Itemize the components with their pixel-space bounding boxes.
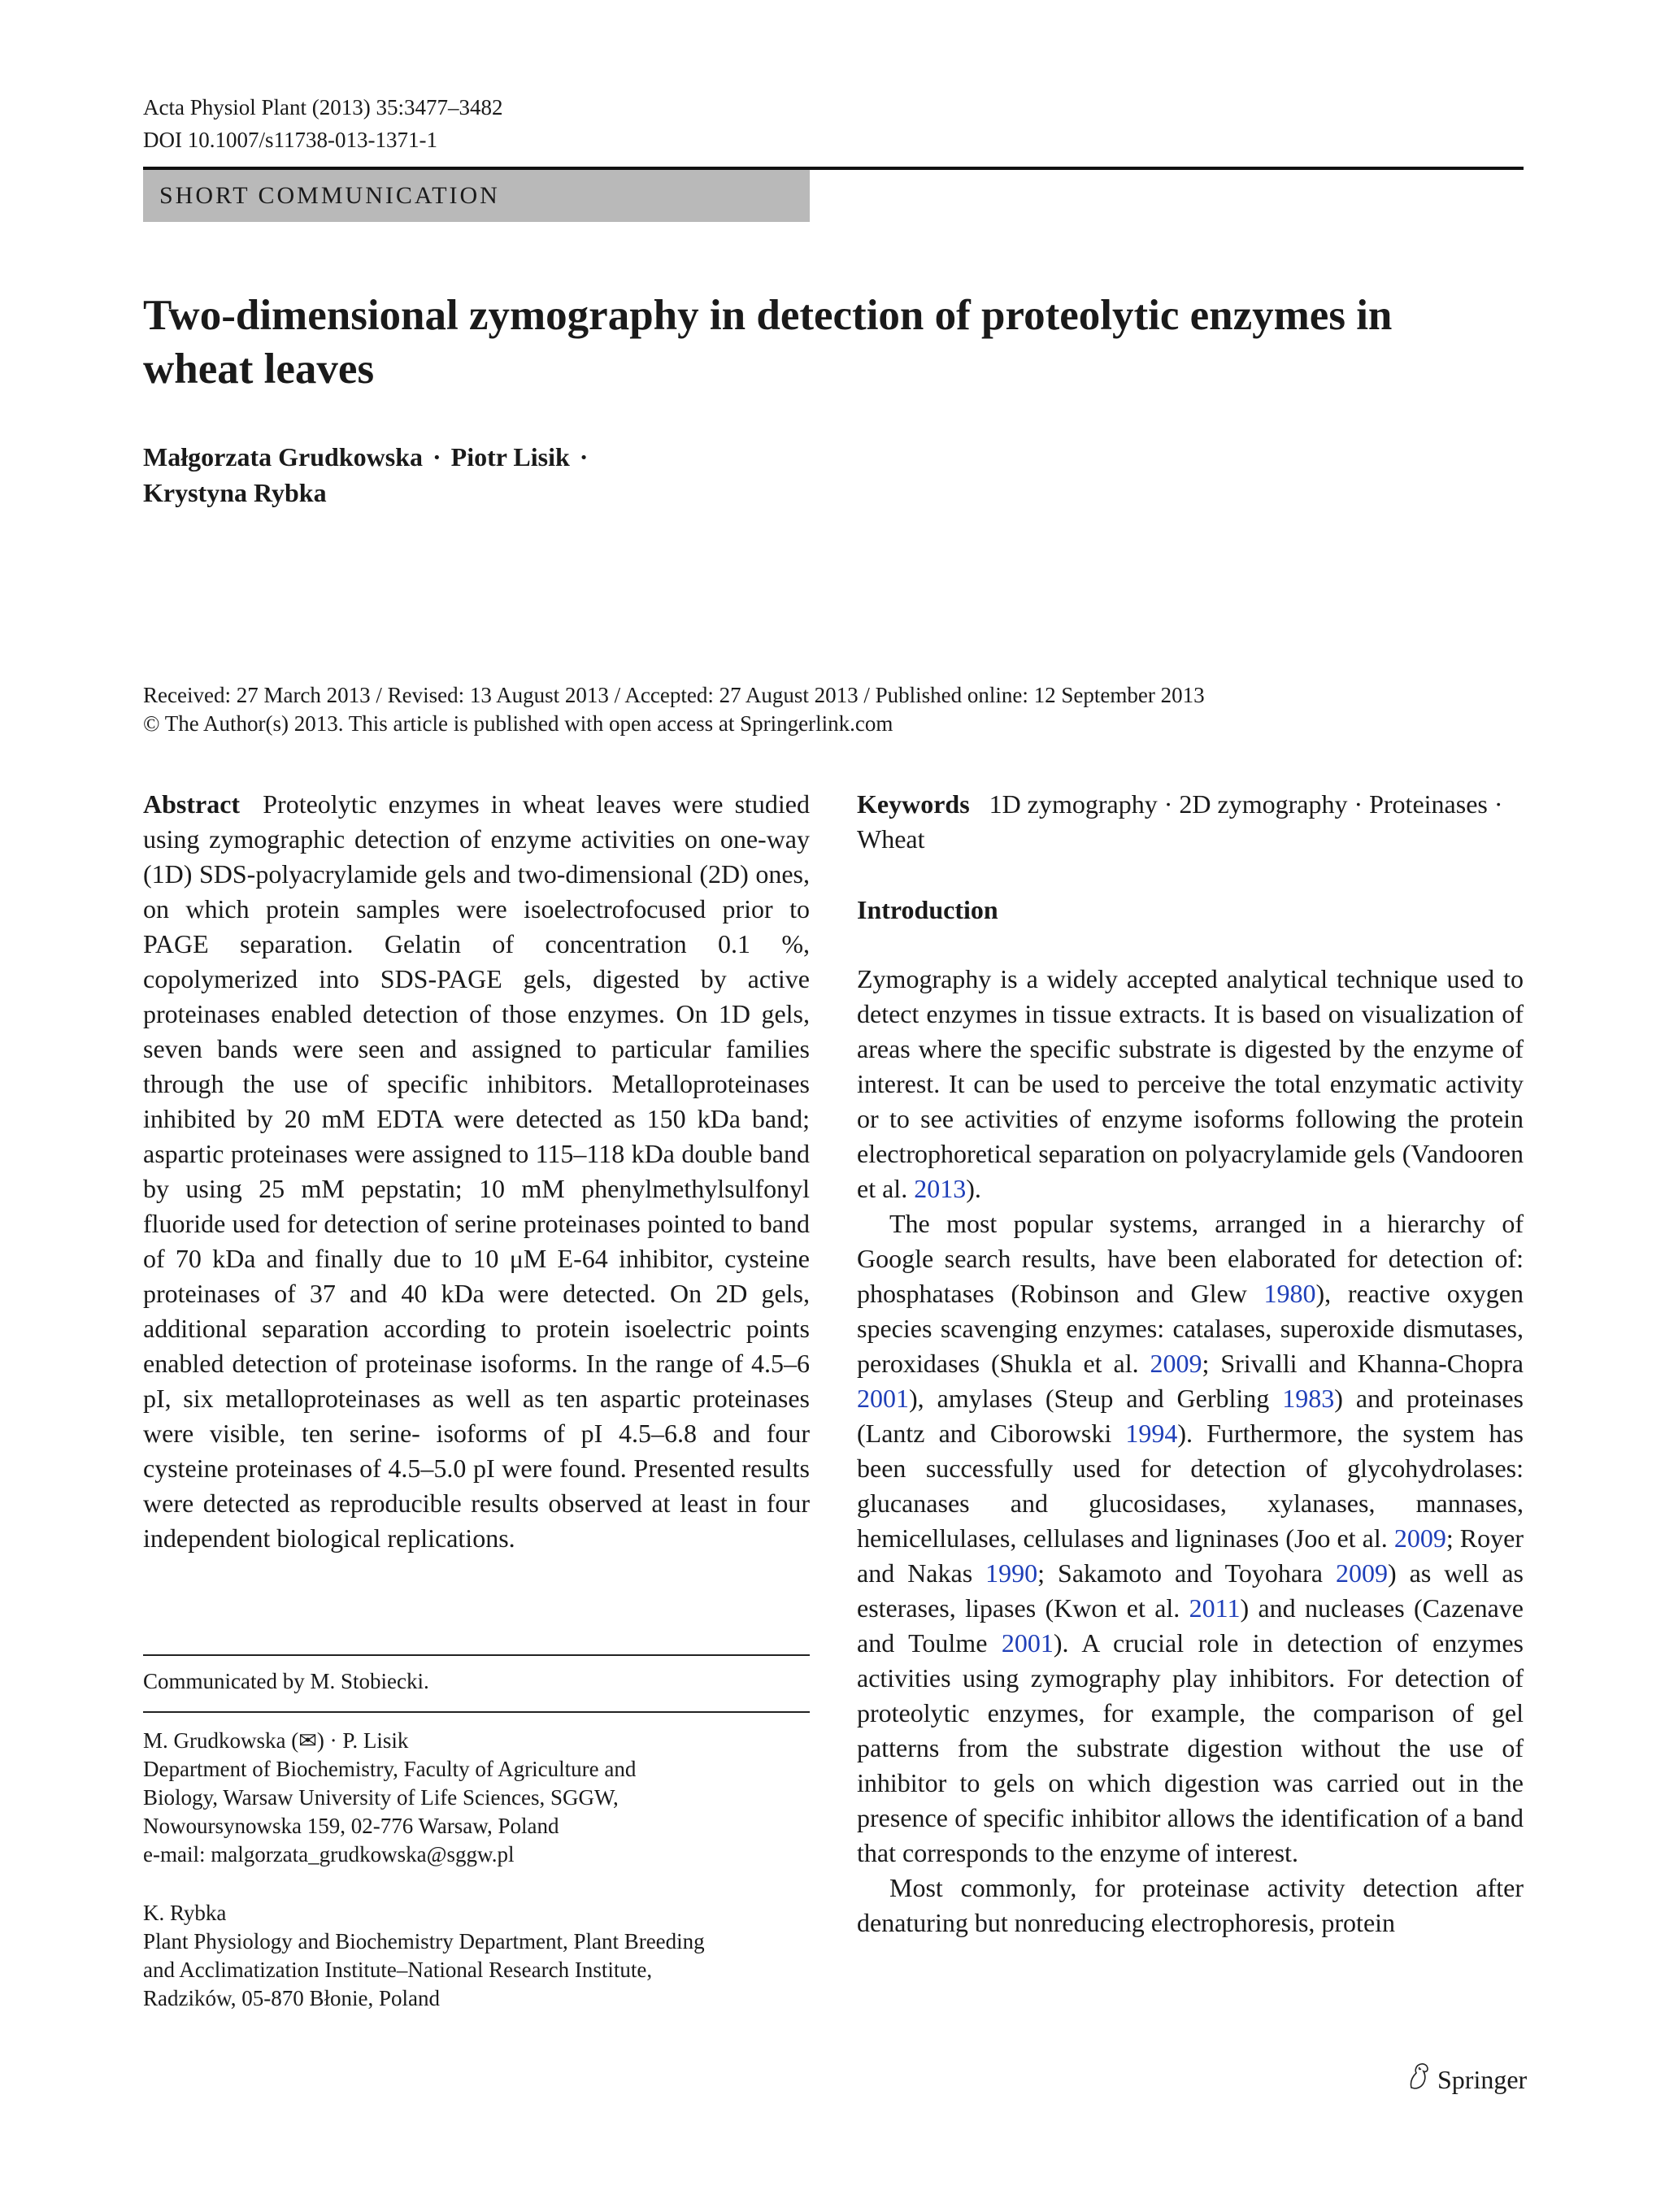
affiliation-line: and Acclimatization Institute–National Research Institute, — [143, 1958, 653, 1982]
publisher-logo — [1406, 2062, 1527, 2097]
history-line: Received: 27 March 2013 / Revised: 13 August 2013 / Accepted: 27 August 2013 / Published online: 12 September 2013 — [143, 683, 1205, 707]
footnote-rule — [143, 1654, 810, 1656]
citation-link[interactable]: 1994 — [1125, 1419, 1178, 1448]
affiliation-authors: M. Grudkowska (✉) · P. Lisik — [143, 1728, 409, 1753]
communicated-by: Communicated by M. Stobiecki. — [143, 1669, 429, 1693]
springer-horse-icon — [1406, 2062, 1431, 2097]
citation-link[interactable]: 2013 — [914, 1174, 967, 1203]
intro-paragraph-3: Most commonly, for proteinase activity detection after denaturing but nonreducing electrophoresis, protein — [857, 1873, 1524, 1937]
affiliation-1 — [143, 1727, 636, 1869]
author-name: Krystyna Rybka — [143, 478, 327, 507]
citation-link[interactable]: 2001 — [857, 1384, 909, 1413]
citation-link[interactable]: 2009 — [1335, 1558, 1388, 1588]
citation-link[interactable]: 2001 — [1001, 1628, 1054, 1658]
citation-link[interactable]: 1990 — [985, 1558, 1038, 1588]
introduction-heading: Introduction — [857, 895, 998, 924]
article-title: Two-dimensional zymography in detection of proteolytic enzymes in wheat leaves — [143, 292, 1393, 393]
paragraph-text: ). — [966, 1174, 981, 1203]
author-name: Małgorzata Grudkowska — [143, 442, 423, 472]
intro-paragraph-2 — [857, 1206, 1524, 1871]
paragraph-text: ). Furthermore, the system has been successfully used for detection of glycohydrolases: glucanases and glucosidases, xylanases, mannases, hemicellulases, cellulases and ligninases (Joo et al. — [857, 1419, 1524, 1553]
citation-link[interactable]: 1980 — [1263, 1279, 1316, 1308]
paragraph-text: ) as well as esterases, lipases (Kwon et al. — [857, 1558, 1524, 1623]
paragraph-text: ; Srivalli and Khanna-Chopra — [1202, 1349, 1524, 1378]
affiliation-line: Plant Physiology and Biochemistry Department, Plant Breeding — [143, 1929, 705, 1953]
author-separator: · — [579, 442, 589, 472]
paragraph-text: ), amylases (Steup and Gerbling — [909, 1384, 1283, 1413]
citation-link[interactable]: 1983 — [1282, 1384, 1335, 1413]
abstract — [143, 787, 810, 1556]
keywords-heading: Keywords — [857, 789, 970, 819]
publication-dates — [143, 681, 1525, 738]
intro-paragraph-1 — [857, 962, 1524, 1206]
right-column — [857, 787, 1524, 1940]
copyright-line: © The Author(s) 2013. This article is published with open access at Springerlink.com — [143, 711, 893, 736]
author-list — [143, 439, 591, 511]
paragraph-text: The most popular systems, arranged in a hierarchy of Google search results, have been elaborated for detection of: phosphatases (Robinson and Glew — [857, 1209, 1524, 1308]
journal-header — [143, 91, 502, 156]
paragraph-text: Zymography is a widely accepted analytical technique used to detect enzymes in tissue extracts. It is based on visualization of areas where the specific substrate is digested by the enzyme of interest. It can be used to perceive the total enzymatic activity or to see activities of enzyme isoforms following the protein electrophoretical separation on polyacrylamide gels (Vandooren et al. — [857, 964, 1524, 1203]
abstract-text: Proteolytic enzymes in wheat leaves were studied using zymographic detection of enzyme activities on one-way (1D) SDS-polyacrylamide gels and two-dimensional (2D) ones, on which protein samples were isoelectrofocused prior to PAGE separation. Gelatin of concentration 0.1 %, copolymerized into SDS-PAGE gels, digested by active proteinases enabled detection of those enzymes. On 1D gels, seven bands were seen and assigned to particular families through the use of specific inhibitors. Metalloproteinases inhibited by 20 mM EDTA were detected as 150 kDa band; aspartic proteinases were assigned to 115–118 kDa double band by using 25 mM pepstatin; 10 mM phenylmethylsulfonyl fluoride used for detection of serine proteinases pointed to band of 70 kDa and finally due to 10 μM E-64 inhibitor, cysteine proteinases of 37 and 40 kDa were detected. On 2D gels, additional separation according to protein isoelectric points enabled detection of proteinase isoforms. In the range of 4.5–6 pI, six metalloproteinases as well as ten aspartic proteinases were visible, ten serine- isoforms of pI 4.5–6.8 and four cysteine proteinases of 4.5–5.0 pI were found. Presented results were detected as reproducible results observed at least in four independent biological replications. — [143, 789, 810, 1553]
keywords-text: 1D zymography · 2D zymography · Proteinases · Wheat — [857, 789, 1503, 854]
author-name: Piotr Lisik — [450, 442, 570, 472]
paragraph-text: ; Sakamoto and Toyohara — [1037, 1558, 1336, 1588]
paragraph-text: ) and nucleases (Cazenave and Toulme — [857, 1593, 1524, 1658]
paragraph-text: ), reactive oxygen species scavenging enzymes: catalases, superoxide dismutases, peroxidases (Shukla et al. — [857, 1279, 1524, 1378]
paragraph-text: ). A crucial role in detection of enzymes activities using zymography play inhibitors. For detection of proteolytic enzymes, for example, the comparison of gel patterns from the substrate digestion without the use of inhibitor to gels on which digestion was carried out in the presence of specific inhibitor allows the identification of a band that corresponds to the enzyme of interest. — [857, 1628, 1524, 1867]
publisher-name: Springer — [1437, 2064, 1528, 2094]
affiliation-authors: K. Rybka — [143, 1901, 227, 1925]
affiliation-line: Biology, Warsaw University of Life Sciences, SGGW, — [143, 1785, 619, 1810]
section-label: SHORT COMMUNICATION — [143, 170, 810, 222]
author-separator: · — [433, 442, 441, 472]
abstract-heading: Abstract — [143, 789, 241, 819]
affiliation-line: Nowoursynowska 159, 02-776 Warsaw, Poland — [143, 1814, 559, 1838]
citation-link[interactable]: 2011 — [1189, 1593, 1241, 1623]
doi: DOI 10.1007/s11738-013-1371-1 — [143, 128, 437, 152]
citation-link[interactable]: 2009 — [1150, 1349, 1202, 1378]
affiliation-line: Radzików, 05-870 Błonie, Poland — [143, 1986, 440, 2010]
journal-citation: Acta Physiol Plant (2013) 35:3477–3482 — [143, 95, 503, 120]
paragraph-text: ) and proteinases (Lantz and Ciborowski — [857, 1384, 1524, 1448]
paragraph-text: ; Royer and Nakas — [857, 1523, 1524, 1588]
affiliation-line: Department of Biochemistry, Faculty of Agriculture and — [143, 1757, 637, 1781]
affiliation-2 — [143, 1899, 705, 2013]
citation-link[interactable]: 2009 — [1393, 1523, 1446, 1553]
footnote-rule — [143, 1711, 810, 1713]
email-link[interactable]: e-mail: malgorzata_grudkowska@sggw.pl — [143, 1842, 515, 1867]
